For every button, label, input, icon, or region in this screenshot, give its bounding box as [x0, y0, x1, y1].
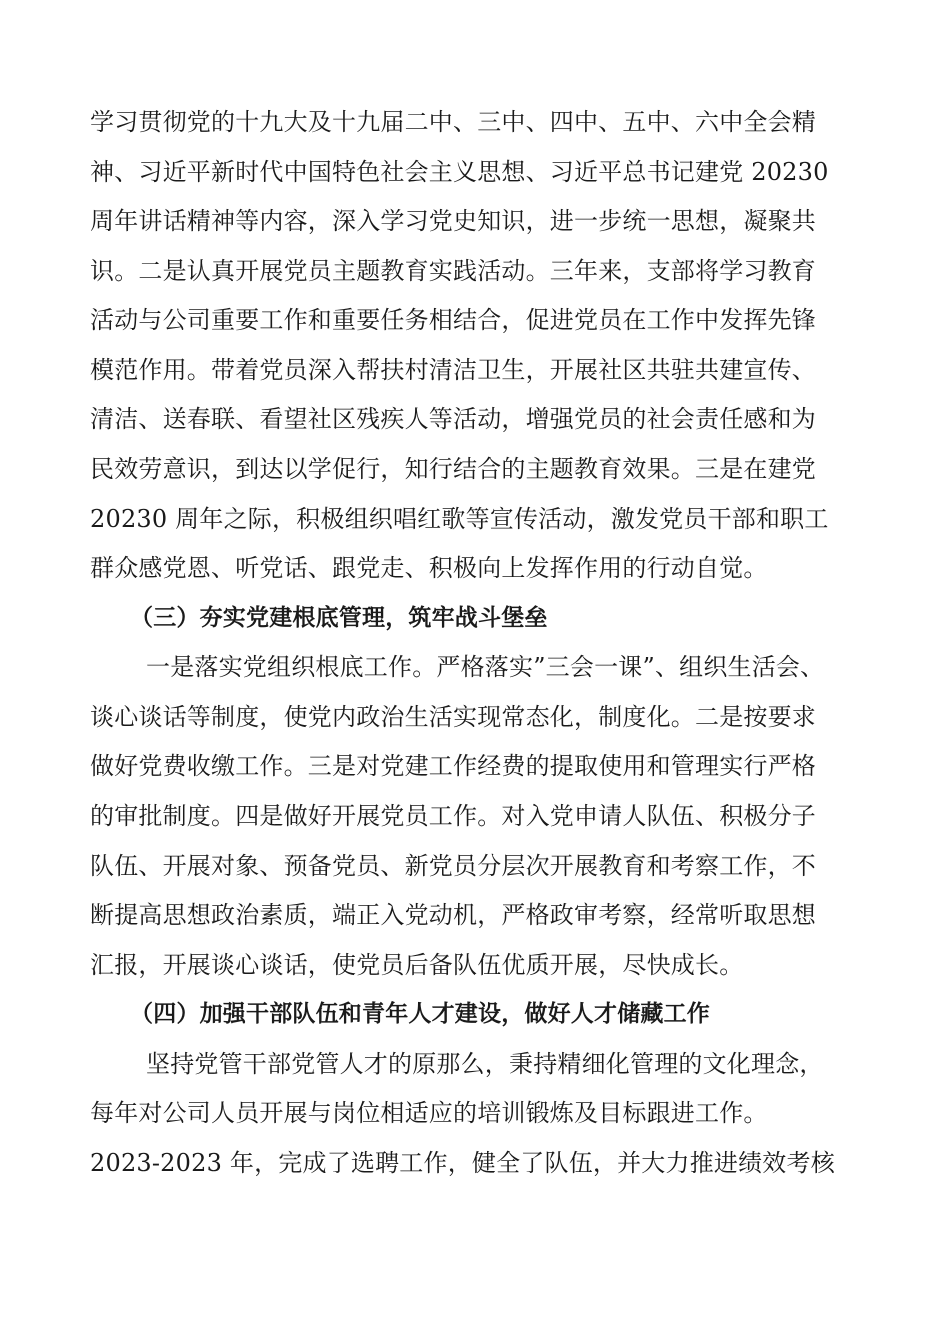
paragraph-line: 断提高思想政治素质，端正入党动机，严格政审考察，经常听取思想: [90, 901, 816, 929]
paragraph-line: 每年对公司人员开展与岗位相适应的培训锻炼及目标跟进工作。: [90, 1099, 768, 1127]
paragraph-line: 20230 周年之际，积极组织唱红歌等宣传活动，激发党员干部和职工: [90, 505, 829, 533]
paragraph-line: 活动与公司重要工作和重要任务相结合，促进党员在工作中发挥先锋: [90, 306, 816, 334]
paragraph-line: 做好党费收缴工作。三是对党建工作经费的提取使用和管理实行严格: [90, 752, 816, 780]
section-heading-3: （三）夯实党建根底管理，筑牢战斗堡垒: [130, 605, 548, 631]
paragraph-line: 识。二是认真开展党员主题教育实践活动。三年来，支部将学习教育: [90, 257, 816, 285]
paragraph-first-line: 一是落实党组织根底工作。严格落实”三会一课”、组织生活会、: [146, 653, 825, 681]
paragraph-first-line: 坚持党管干部党管人才的原那么，秉持精细化管理的文化理念，: [146, 1050, 824, 1078]
paragraph-line: 谈心谈话等制度，使党内政治生活实现常态化，制度化。二是按要求: [90, 703, 816, 731]
paragraph-line: 汇报，开展谈心谈话，使党员后备队伍优质开展，尽快成长。: [90, 951, 744, 979]
paragraph-line: 队伍、开展对象、预备党员、新党员分层次开展教育和考察工作，不: [90, 852, 816, 880]
paragraph-line: 周年讲话精神等内容，深入学习党史知识，进一步统一思想，凝聚共: [90, 207, 816, 235]
paragraph-line: 清洁、送春联、看望社区残疾人等活动，增强党员的社会责任感和为: [90, 405, 816, 433]
paragraph-line: 的审批制度。四是做好开展党员工作。对入党申请人队伍、积极分子: [90, 802, 816, 830]
paragraph-line: 模范作用。带着党员深入帮扶村清洁卫生，开展社区共驻共建宣传、: [90, 356, 816, 384]
paragraph-line: 学习贯彻党的十九大及十九届二中、三中、四中、五中、六中全会精: [90, 108, 816, 136]
paragraph-line: 民效劳意识，到达以学促行，知行结合的主题教育效果。三是在建党: [90, 455, 816, 483]
paragraph-line: 群众感党恩、听党话、跟党走、积极向上发挥作用的行动自觉。: [90, 554, 768, 582]
paragraph-line: 2023-2023 年，完成了选聘工作，健全了队伍，并大力推进绩效考核: [90, 1149, 835, 1177]
section-heading-4: （四）加强干部队伍和青年人才建设，做好人才储藏工作: [130, 1001, 710, 1027]
paragraph-line: 神、习近平新时代中国特色社会主义思想、习近平总书记建党 20230: [90, 158, 829, 186]
